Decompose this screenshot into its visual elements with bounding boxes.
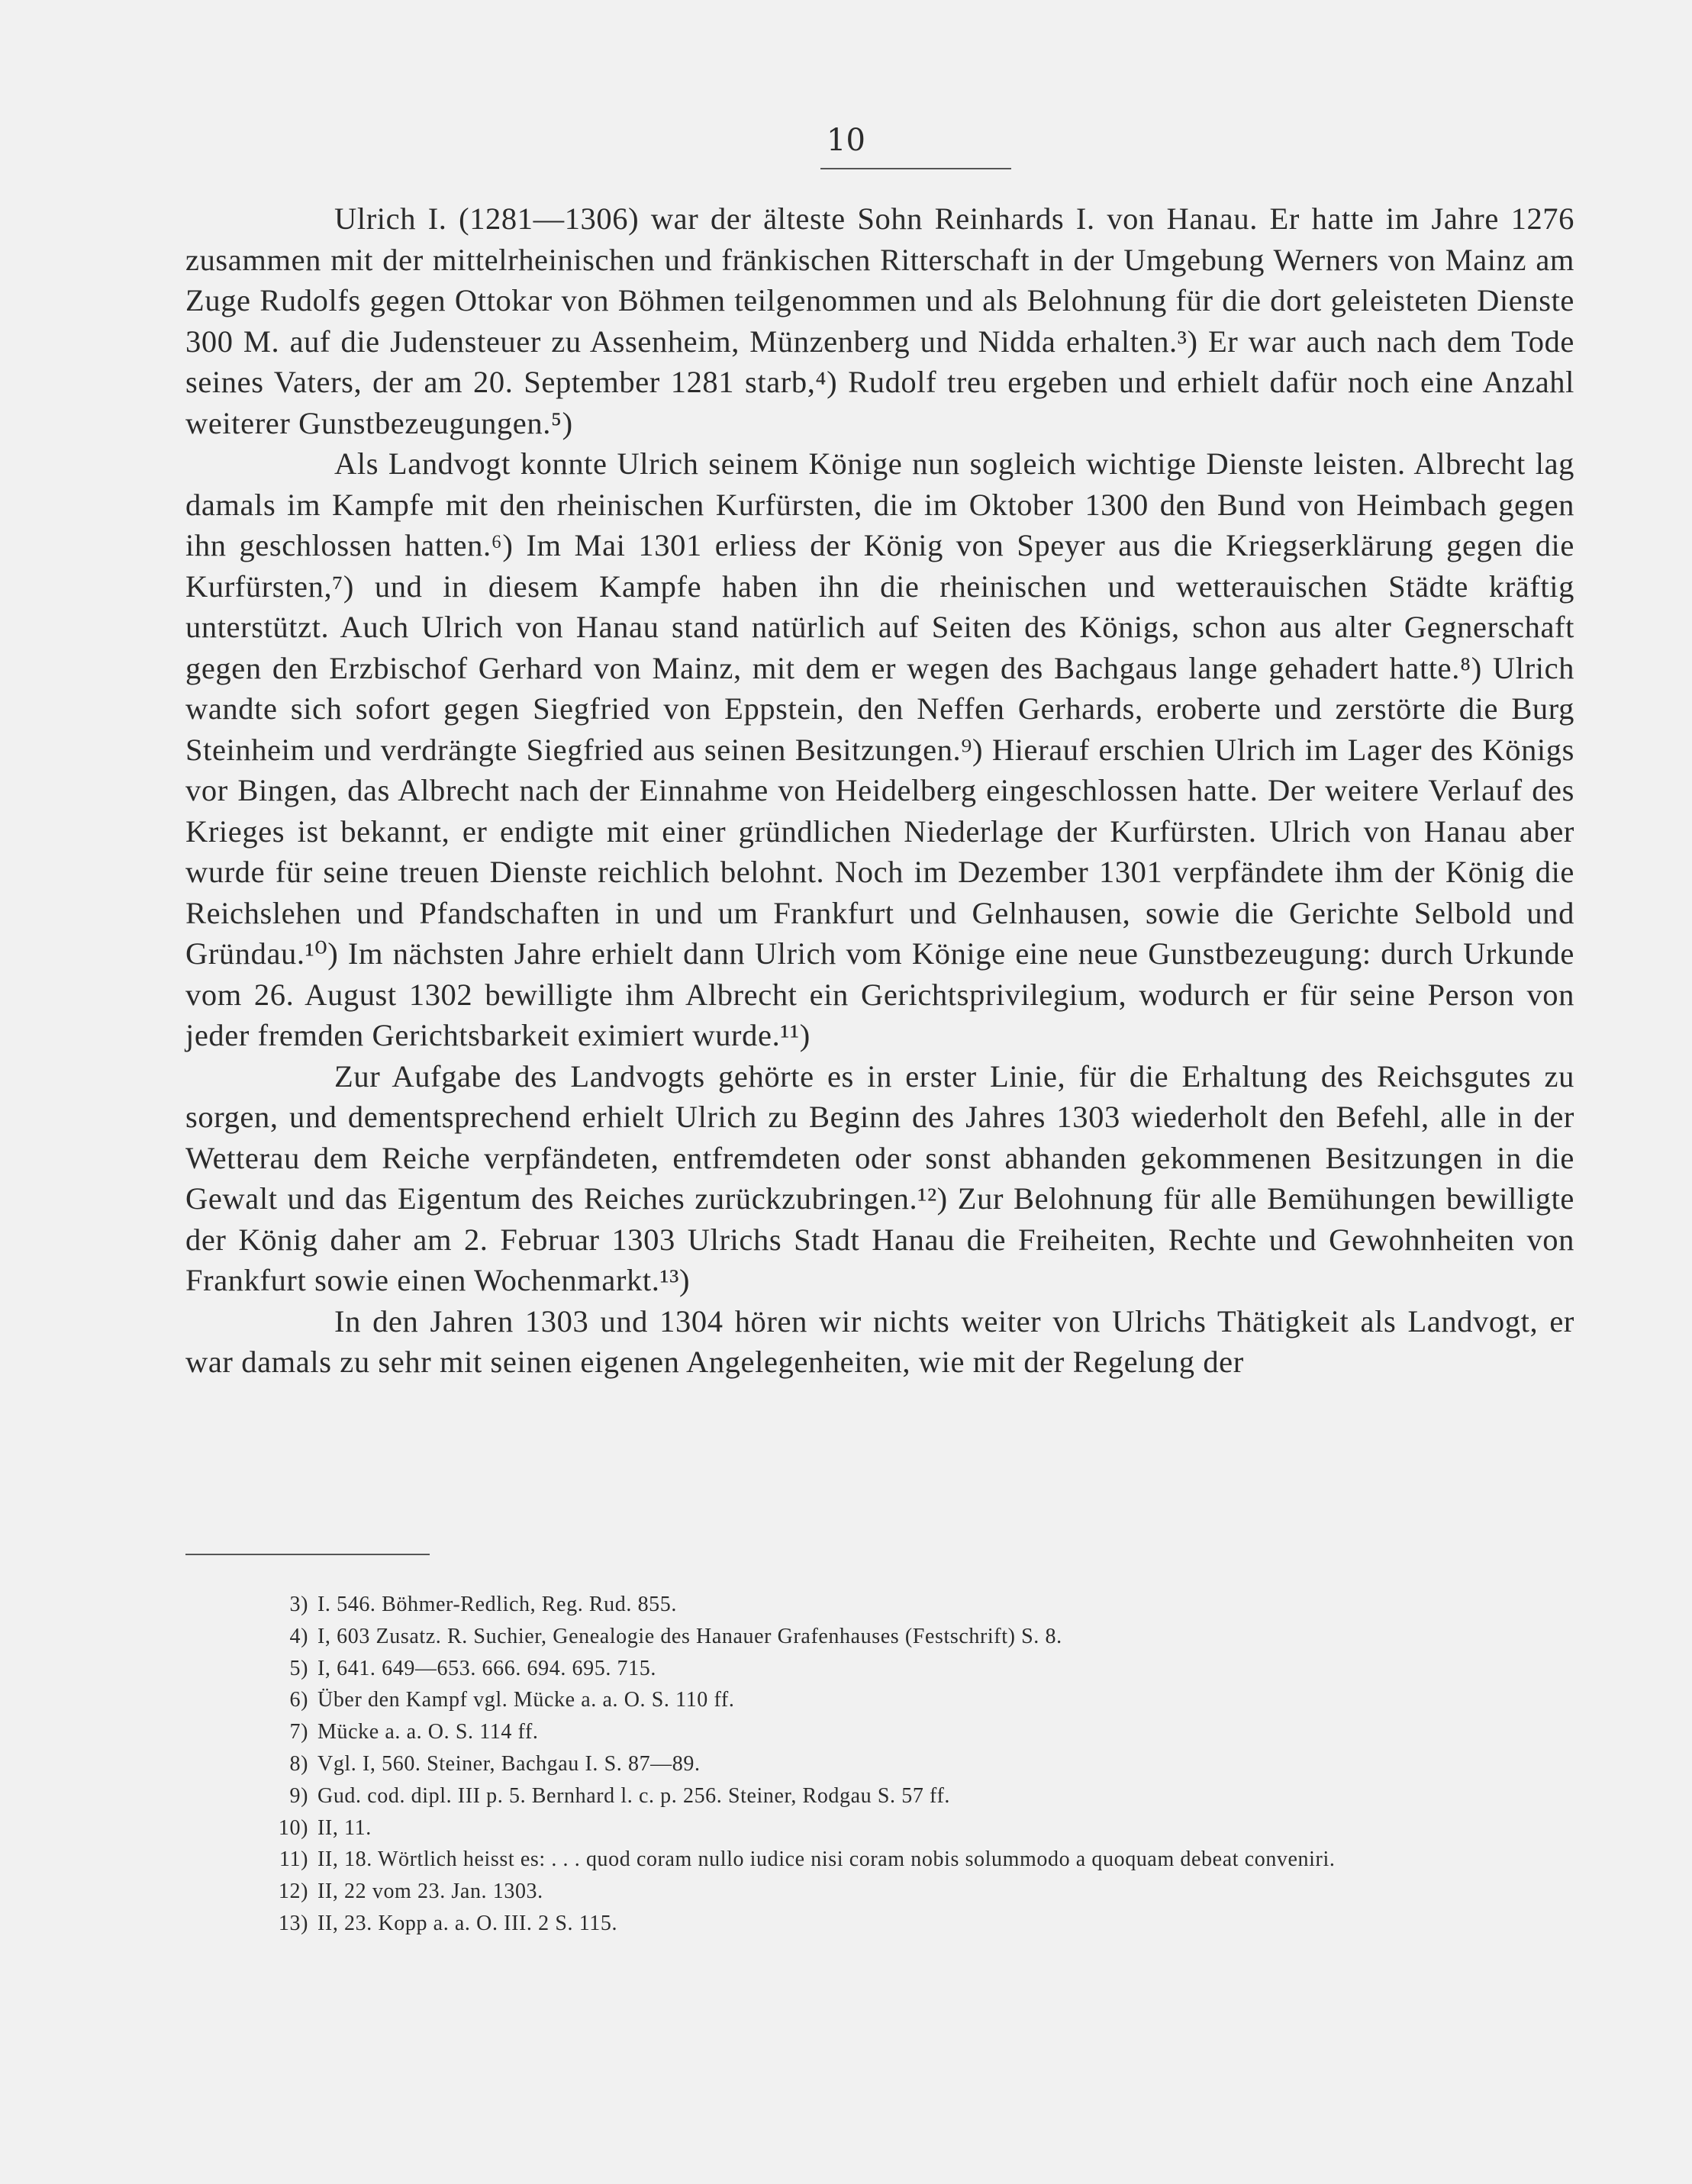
- footnote-number: 3): [289, 1593, 308, 1616]
- footnotes: [180, 1589, 1569, 1940]
- paragraph: In den Jahren 1303 und 1304 hören wir nichts weiter von Ulrichs Thätigkeit als Landvogt, er war damals zu sehr mit seinen eigenen Angelegenheiten, wie mit der Regelung der: [185, 1303, 1574, 1379]
- footnote-number: 8): [289, 1751, 308, 1776]
- footnote: [180, 1716, 1569, 1748]
- footnote-number: 10): [278, 1815, 308, 1840]
- footnote: [180, 1621, 1569, 1653]
- footnote-text: II, 18. Wörtlich heisst es: . . . quod coram nullo iudice nisi coram nobis solummodo a quoquam debeat conveniri.: [317, 1847, 1336, 1872]
- footnote-number: 6): [289, 1688, 308, 1712]
- footnote: [180, 1812, 1569, 1844]
- footnote-text: Vgl. I, 560. Steiner, Bachgau I. S. 87—89.: [317, 1751, 701, 1776]
- footnote-text: Über den Kampf vgl. Mücke a. a. O. S. 110 ff.: [317, 1688, 735, 1712]
- footnote-number: 12): [278, 1880, 308, 1904]
- paragraph: Ulrich I. (1281—1306) war der älteste Sohn Reinhards I. von Hanau. Er hatte im Jahre 1276 zusammen mit der mittelrheinischen und fränkischen Ritterschaft in der Umgebung Werners von Mainz am Zuge Rudolfs gegen Ottokar von Böhmen teilgenommen und als Belohnung für die dort geleisteten Dienste 300 M. auf die Judensteuer zu Assenheim, Münzenberg und Nidda erhalten.³) Er war auch nach dem Tode seines Vaters, der am 20. September 1281 starb,⁴) Rudolf treu ergeben und erhielt dafür noch eine Anzahl weiterer Gunstbezeugungen.⁵): [185, 201, 1574, 440]
- footnote-number: 13): [278, 1911, 308, 1935]
- footnote: [180, 1589, 1569, 1621]
- footnote: [180, 1780, 1569, 1812]
- footnote: [180, 1653, 1569, 1685]
- paragraph: Als Landvogt konnte Ulrich seinem Könige nun sogleich wichtige Dienste leisten. Albrecht lag damals im Kampfe mit den rheinischen Kurfürsten, die im Oktober 1300 den Bund von Heimbach gegen ihn geschlossen hatten.⁶) Im Mai 1301 erliess der König von Speyer aus die Kriegserklärung gegen die Kurfürsten,⁷) und in diesem Kampfe haben ihn die rheinischen und wetterauischen Städte kräftig unterstützt. Auch Ulrich von Hanau stand natürlich auf Seiten des Königs, schon aus alter Gegnerschaft gegen den Erzbischof Gerhard von Mainz, mit dem er wegen des Bachgaus lange gehadert hatte.⁸) Ulrich wandte sich sofort gegen Siegfried von Eppstein, den Neffen Gerhards, eroberte und zerstörte die Burg Steinheim und verdrängte Siegfried aus seinen Besitzungen.⁹) Hierauf erschien Ulrich im Lager des Königs vor Bingen, das Albrecht nach der Einnahme von Heidelberg eingeschlossen hatte. Der weitere Verlauf des Krieges ist bekannt, er endigte mit einer gründlichen Niederlage der Kurfürsten. Ulrich von Hanau aber wurde für seine treuen Dienste reichlich belohnt. Noch im Dezember 1301 verpfändete ihm der König die Reichslehen und Pfandschaften in und um Frankfurt und Gelnhausen, sowie die Gerichte Selbold und Gründau.¹⁰) Im nächsten Jahre erhielt dann Ulrich vom Könige eine neue Gunstbezeugung: durch Urkunde vom 26. August 1302 bewilligte ihm Albrecht ein Gerichtsprivilegium, wodurch er für seine Person von jeder fremden Gerichtsbarkeit eximiert wurde.¹¹): [185, 446, 1574, 1052]
- body-text: [185, 198, 1574, 1383]
- footnote-number: 9): [289, 1783, 308, 1808]
- footnote-number: 11): [279, 1847, 308, 1872]
- footnote-text: I. 546. Böhmer-Redlich, Reg. Rud. 855.: [317, 1593, 677, 1616]
- footnote: [180, 1748, 1569, 1780]
- footnote-number: 5): [289, 1656, 308, 1680]
- footnote-number: 4): [289, 1624, 308, 1648]
- footnote-text: II, 23. Kopp a. a. O. III. 2 S. 115.: [317, 1911, 618, 1935]
- page-number: 10: [827, 123, 865, 158]
- footnote-text: Mücke a. a. O. S. 114 ff.: [317, 1720, 539, 1744]
- footnote-text: II, 22 vom 23. Jan. 1303.: [317, 1880, 543, 1904]
- footnote: [180, 1684, 1569, 1716]
- footnote-text: II, 11.: [317, 1815, 372, 1840]
- footnote-text: Gud. cod. dipl. III p. 5. Bernhard l. c. p. 256. Steiner, Rodgau S. 57 ff.: [317, 1783, 950, 1808]
- paragraph: Zur Aufgabe des Landvogts gehörte es in erster Linie, für die Erhaltung des Reichsgutes zu sorgen, und dementsprechend erhielt Ulrich zu Beginn des Jahres 1303 wiederholt den Befehl, alle in der Wetterau dem Reiche verpfändeten, entfremdeten oder sonst abhanden gekommenen Besitzungen in die Gewalt und das Eigentum des Reiches zurückzubringen.¹²) Zur Belohnung für alle Bemühungen bewilligte der König daher am 2. Februar 1303 Ulrichs Stadt Hanau die Freiheiten, Rechte und Gewohnheiten von Frankfurt sowie einen Wochenmarkt.¹³): [185, 1058, 1574, 1297]
- footnote: [180, 1844, 1569, 1876]
- footnote: [180, 1908, 1569, 1940]
- footnote: [180, 1876, 1569, 1908]
- header-rule: [820, 168, 1011, 169]
- footnote-text: I, 603 Zusatz. R. Suchier, Genealogie des Hanauer Grafenhauses (Festschrift) S. 8.: [317, 1624, 1062, 1648]
- footnote-text: I, 641. 649—653. 666. 694. 695. 715.: [317, 1656, 656, 1680]
- footnote-rule: [185, 1554, 430, 1555]
- footnote-number: 7): [289, 1720, 308, 1744]
